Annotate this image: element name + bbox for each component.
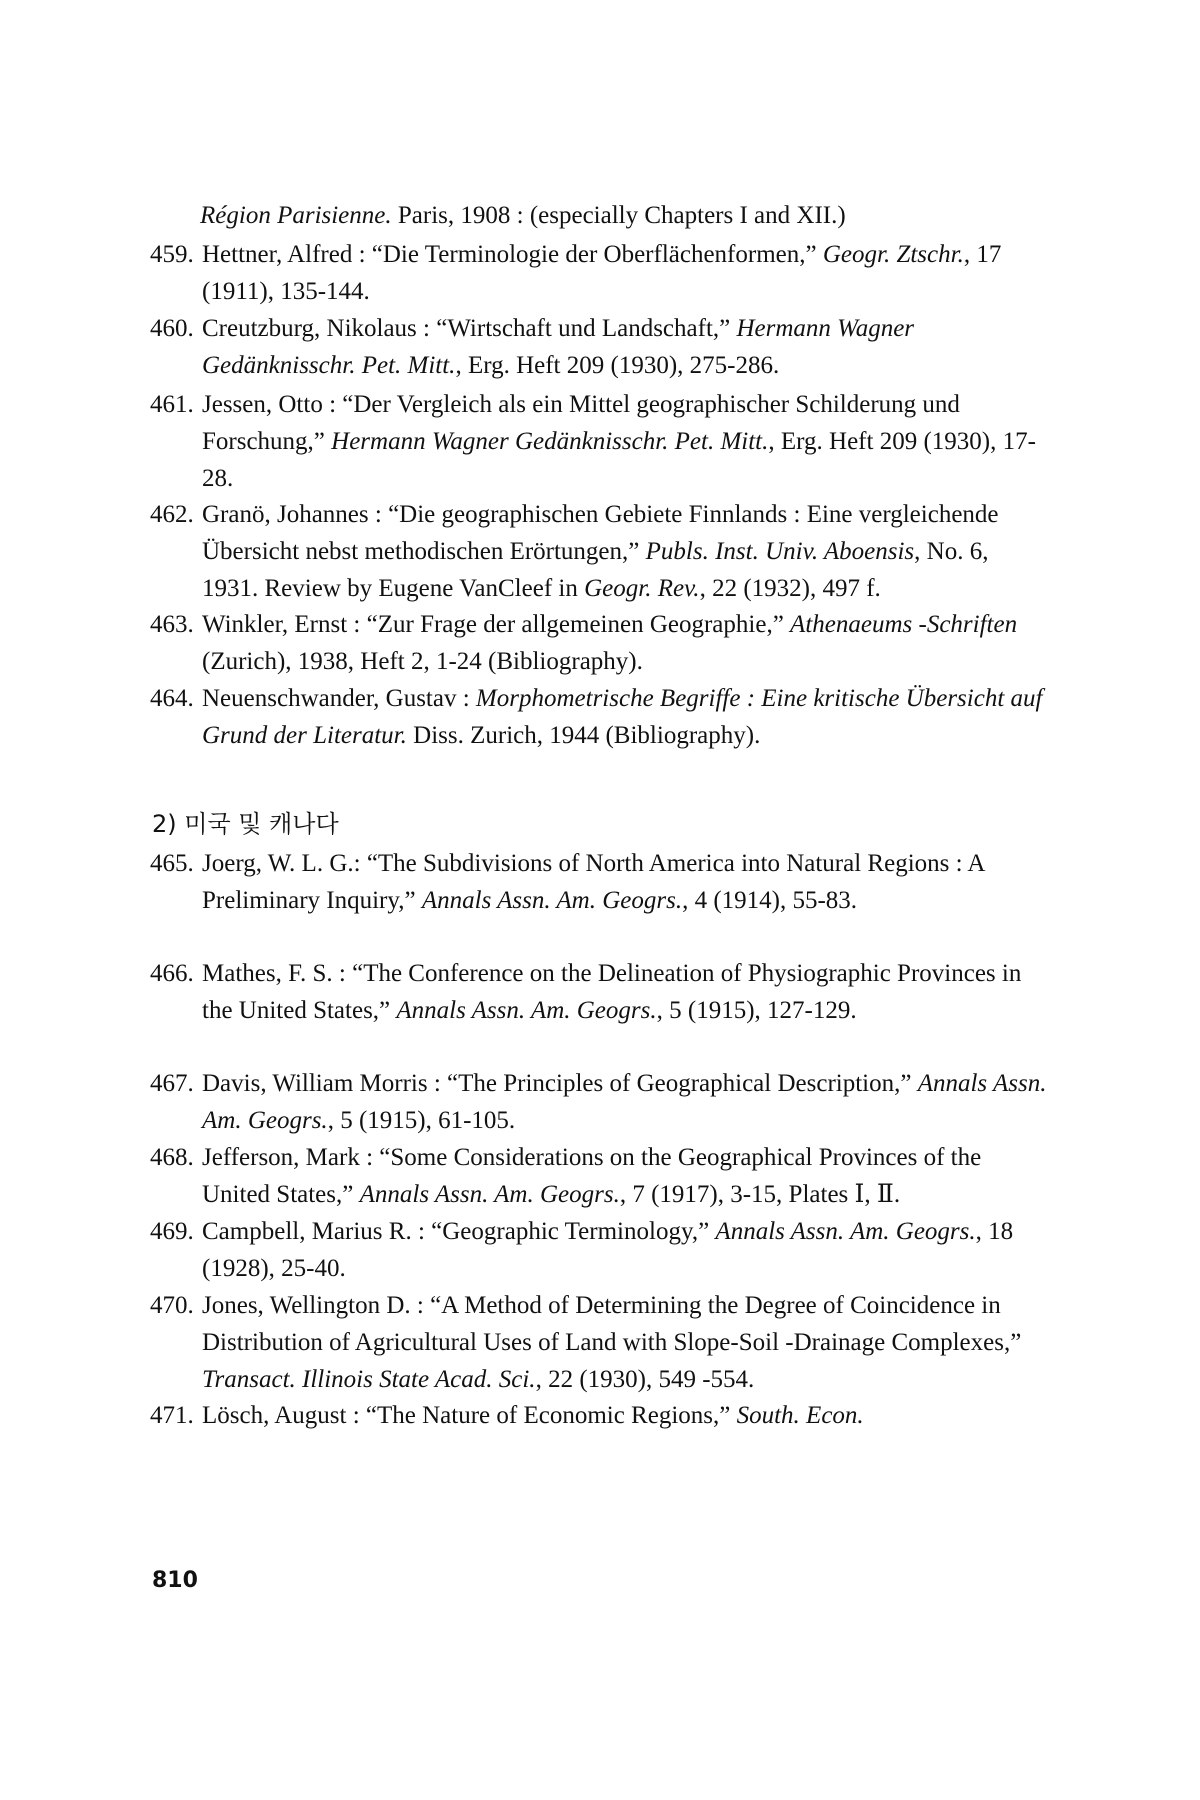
reference-number: 468.: [150, 1144, 194, 1171]
reference-source-title: Annals Assn. Am. Geogrs.: [359, 1181, 620, 1208]
reference-number: 460.: [150, 315, 194, 342]
reference-source-title: Geogr. Ztschr.: [822, 241, 964, 268]
reference-source-title: Publs. Inst. Univ. Aboensis: [645, 538, 915, 565]
reference-entry: [150, 236, 1050, 310]
reference-body: [202, 1139, 1050, 1213]
reference-source-title: Geogr. Rev.: [584, 575, 700, 602]
reference-entry: [150, 496, 1050, 607]
reference-entry: [150, 1397, 1050, 1434]
reference-entry: [150, 310, 1050, 384]
reference-text: Jefferson, Mark : “Some Considerations on the Geographical Provinces of the United States,”: [202, 1144, 982, 1208]
reference-number: 463.: [150, 611, 194, 638]
reference-text: , 5 (1915), 127-129.: [656, 997, 857, 1024]
reference-body: [202, 680, 1050, 754]
reference-entry: [150, 845, 1050, 919]
continued-reference-line: [200, 198, 846, 234]
reference-body: [202, 845, 1050, 919]
reference-body: [202, 236, 1050, 310]
reference-text: Neuenschwander, Gustav :: [202, 685, 476, 712]
reference-title: Région Parisienne.: [200, 202, 392, 229]
reference-source-title: Hermann Wagner Gedänknisschr. Pet. Mitt.: [331, 428, 769, 455]
reference-text: , 17 (1911), 135-144.: [202, 241, 1002, 305]
reference-number: 471.: [150, 1402, 194, 1429]
reference-text: Paris, 1908 : (especially Chapters I and XII.): [391, 202, 846, 229]
reference-entry: [150, 1287, 1050, 1398]
reference-body: [202, 496, 1050, 607]
reference-text: , 22 (1930), 549 -554.: [535, 1366, 755, 1393]
reference-body: [202, 606, 1050, 680]
reference-text: Mathes, F. S. : “The Conference on the Delineation of Physiographic Provinces in the United States,”: [202, 960, 1022, 1024]
section-heading: 2) 미국 및 캐나다: [152, 810, 339, 838]
reference-number: 462.: [150, 501, 194, 528]
reference-number: 465.: [150, 850, 194, 877]
reference-text: , No. 6, 1931. Review by Eugene VanCleef in: [202, 538, 989, 602]
reference-text: Joerg, W. L. G.: “The Subdivisions of North America into Natural Regions : A Preliminary Inquiry,”: [202, 850, 985, 914]
reference-text: Jessen, Otto : “Der Vergleich als ein Mittel geographischer Schilderung und Forschung,”: [202, 391, 960, 455]
reference-number: 464.: [150, 685, 194, 712]
reference-number: 459.: [150, 241, 194, 268]
reference-text: , Erg. Heft 209 (1930), 275-286.: [455, 352, 780, 379]
reference-body: [202, 1213, 1050, 1287]
reference-body: [202, 310, 1050, 384]
reference-text: Campbell, Marius R. : “Geographic Terminology,”: [202, 1218, 716, 1245]
reference-source-title: Hermann Wagner Gedänknisschr. Pet. Mitt.: [202, 315, 915, 379]
reference-text: Creutzburg, Nikolaus : “Wirtschaft und Landschaft,”: [202, 315, 737, 342]
reference-entry: [150, 386, 1050, 497]
reference-number: 466.: [150, 960, 194, 987]
page-number: 810: [152, 1568, 198, 1593]
reference-text: , 4 (1914), 55-83.: [682, 887, 858, 914]
reference-text: Granö, Johannes : “Die geographischen Gebiete Finnlands : Eine vergleichende Übersicht nebst methodischen Erörtungen,”: [202, 501, 999, 565]
reference-body: [202, 386, 1050, 497]
reference-number: 470.: [150, 1292, 194, 1319]
reference-number: 461.: [150, 391, 194, 418]
reference-source-title: Athenaeums -Schriften: [790, 611, 1018, 638]
reference-body: [202, 1397, 1050, 1434]
reference-entry: [150, 1065, 1050, 1139]
reference-text: Lösch, August : “The Nature of Economic Regions,”: [202, 1402, 737, 1429]
reference-source-title: Annals Assn. Am. Geogrs.: [421, 887, 683, 914]
reference-source-title: Morphometrische Begriffe : Eine kritische Übersicht auf Grund der Literatur.: [202, 685, 1043, 749]
reference-source-title: Annals Assn. Am. Geogrs.: [202, 1070, 1047, 1134]
reference-text: Diss. Zurich, 1944 (Bibliography).: [406, 722, 761, 749]
reference-text: (Zurich), 1938, Heft 2, 1-24 (Bibliography).: [202, 648, 643, 675]
reference-entry: [150, 680, 1050, 754]
reference-text: Winkler, Ernst : “Zur Frage der allgemeinen Geographie,”: [202, 611, 791, 638]
reference-number: 467.: [150, 1070, 194, 1097]
reference-entry: [150, 1213, 1050, 1287]
reference-source-title: Annals Assn. Am. Geogrs.: [715, 1218, 976, 1245]
reference-number: 469.: [150, 1218, 194, 1245]
reference-text: , 7 (1917), 3-15, Plates Ⅰ, Ⅱ.: [619, 1181, 901, 1208]
reference-text: , 18 (1928), 25-40.: [202, 1218, 1014, 1282]
reference-entry: [150, 1139, 1050, 1213]
reference-text: Hettner, Alfred : “Die Terminologie der Oberflächenformen,”: [202, 241, 823, 268]
reference-text: , Erg. Heft 209 (1930), 17-28.: [202, 428, 1036, 492]
reference-entry: [150, 606, 1050, 680]
reference-text: , 5 (1915), 61-105.: [327, 1107, 516, 1134]
reference-entry: [150, 955, 1050, 1029]
reference-body: [202, 1287, 1050, 1398]
reference-text: , 22 (1932), 497 f.: [699, 575, 881, 602]
reference-source-title: South. Econ.: [736, 1402, 864, 1429]
reference-body: [202, 955, 1050, 1029]
reference-body: [202, 1065, 1050, 1139]
reference-text: Jones, Wellington D. : “A Method of Determining the Degree of Coincidence in Distribution of Agricultural Uses of Land with Slope-Soil -Drainage Complexes,”: [202, 1292, 1022, 1356]
reference-source-title: Transact. Illinois State Acad. Sci.: [202, 1366, 536, 1393]
reference-text: Davis, William Morris : “The Principles of Geographical Description,”: [202, 1070, 918, 1097]
reference-source-title: Annals Assn. Am. Geogrs.: [396, 997, 657, 1024]
